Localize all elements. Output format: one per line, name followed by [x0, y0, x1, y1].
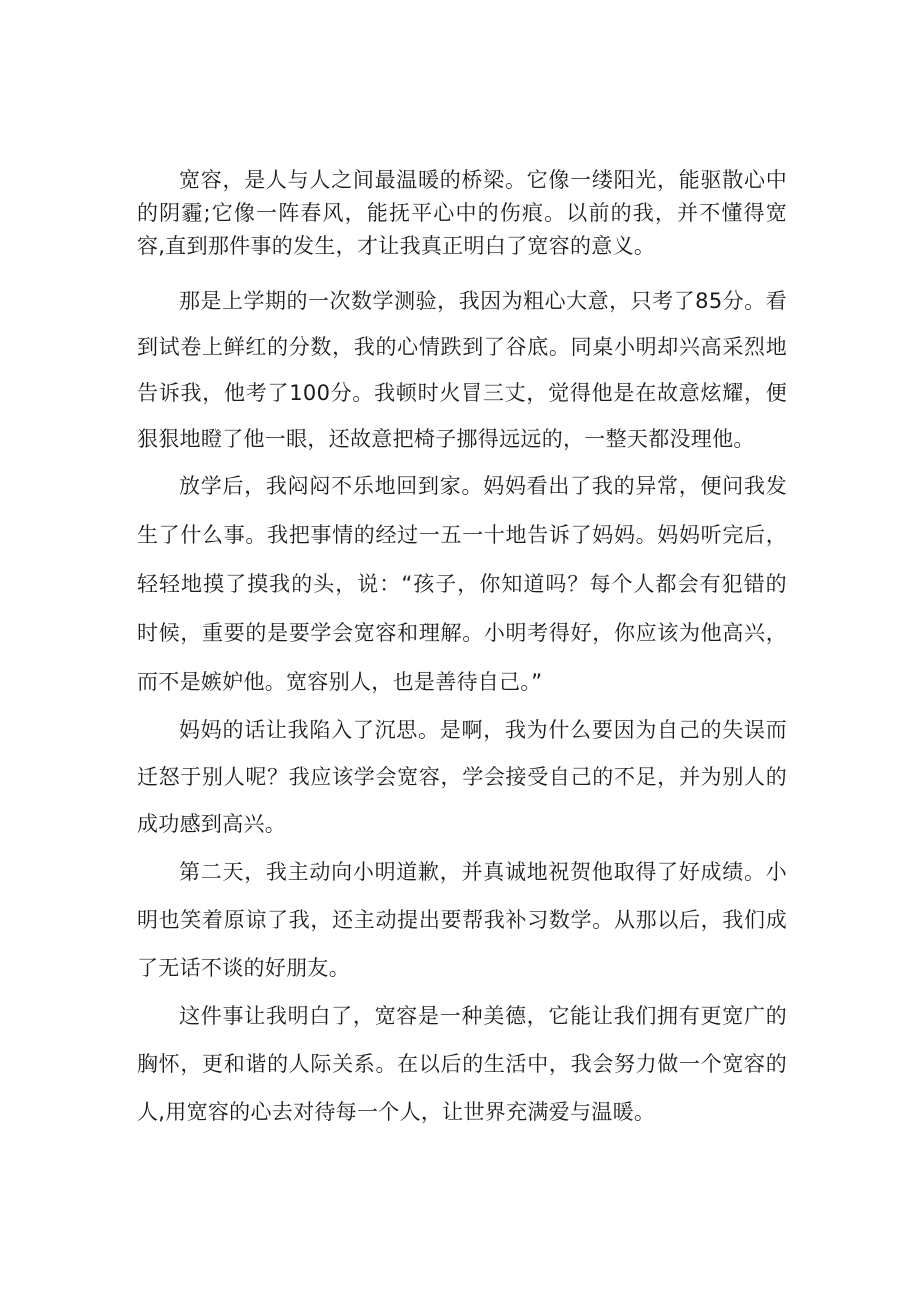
paragraph-1: 宽容，是人与人之间最温暖的桥梁。它像一缕阳光，能驱散心中的阴霾;它像一阵春风，能抚平心中的伤痕。以前的我，并不懂得宽容,直到那件事的发生，才让我真正明白了宽容的意义。: [137, 168, 787, 258]
paragraph-6: 这件事让我明白了，宽容是一种美德，它能让我们拥有更宽广的胸怀，更和谐的人际关系。在以后的生活中，我会努力做一个宽容的人,用宽容的心去对待每一个人，让世界充满爱与温暖。: [137, 1004, 787, 1124]
paragraph-2: 那是上学期的一次数学测验，我因为粗心大意，只考了85分。看到试卷上鲜红的分数，我的心情跌到了谷底。同桌小明却兴高采烈地告诉我，他考了100分。我顿时火冒三丈，觉得他是在故意炫耀，便狠狠地瞪了他一眼，还故意把椅子挪得远远的，一整天都没理他。: [137, 289, 787, 451]
paragraph-3: 放学后，我闷闷不乐地回到家。妈妈看出了我的异常，便问我发生了什么事。我把事情的经过一五一十地告诉了妈妈。妈妈听完后，轻轻地摸了摸我的头，说：“孩子，你知道吗？每个人都会有犯错的时候，重要的是要学会宽容和理解。小明考得好，你应该为他高兴，而不是嫉妒他。宽容别人，也是善待自己。”: [137, 474, 787, 694]
essay-body: [137, 164, 787, 1136]
paragraph-4: 妈妈的话让我陷入了沉思。是啊，我为什么要因为自己的失误而迁怒于别人呢？我应该学会宽容，学会接受自己的不足，并为别人的成功感到高兴。: [137, 718, 787, 836]
paragraph-5: 第二天，我主动向小明道歉，并真诚地祝贺他取得了好成绩。小明也笑着原谅了我，还主动提出要帮我补习数学。从那以后，我们成了无话不谈的好朋友。: [137, 860, 787, 980]
